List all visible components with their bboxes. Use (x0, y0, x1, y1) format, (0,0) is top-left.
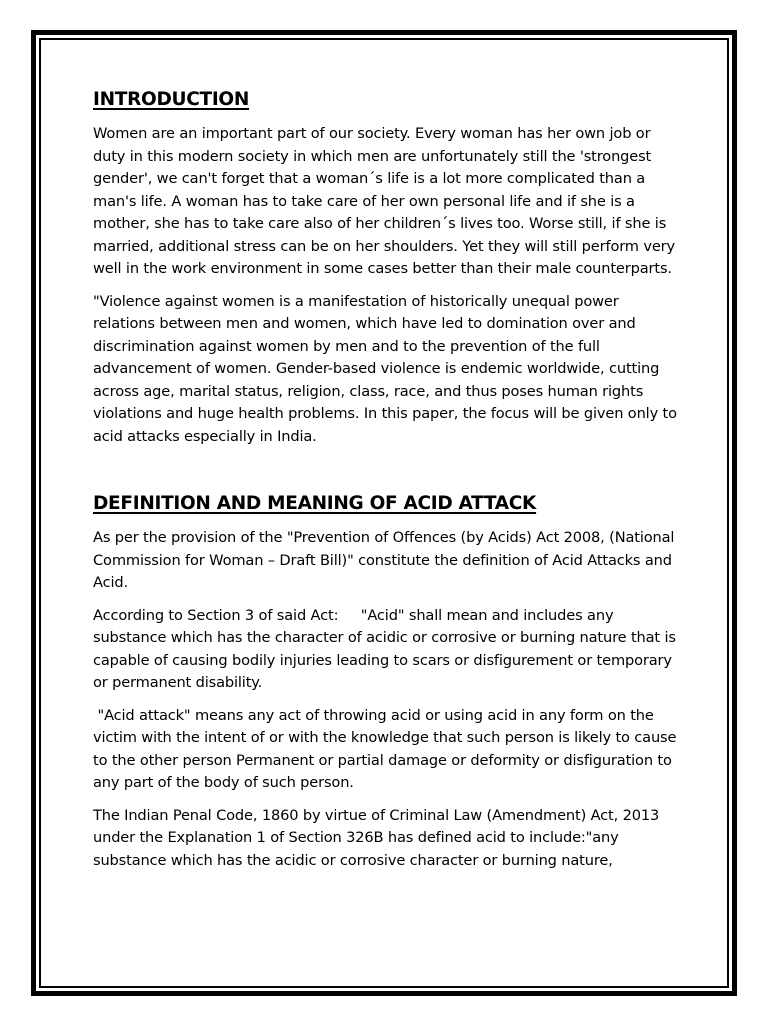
definition-heading: DEFINITION AND MEANING OF ACID ATTACK (93, 493, 537, 514)
introduction-heading: INTRODUCTION (93, 89, 250, 110)
introduction-paragraph-2: "Violence against women is a manifestation of historically unequal power relations between men and women, which have led to domination over and discrimination against women by men and to the prevention of the full advancement of women. Gender-based violence is endemic worldwide, cutting across age, marital status, religion, class, race, and thus poses human rights violations and huge health problems. In this paper, the focus will be given only to acid attacks especially in India. (93, 292, 682, 445)
definition-paragraph-1: As per the provision of the "Prevention of Offences (by Acids) Act 2008, (National Commission for Woman – Draft Bill)" constitute the definition of Acid Attacks and Acid. (93, 529, 679, 591)
document-body (93, 86, 683, 872)
definition-paragraph-4: The Indian Penal Code, 1860 by virtue of Criminal Law (Amendment) Act, 2013 under the Explanation 1 of Section 326B has defined acid to include:"any substance which has the acidic or corrosive character or burning nature, (93, 806, 664, 869)
definition-paragraph-2: According to Section 3 of said Act: "Acid" shall mean and includes any substance which has the character of acidic or corrosive or burning nature that is capable of causing bodily injuries leading to scars or disfigurement or temporary or permanent disability. (93, 606, 681, 691)
introduction-paragraph-1: Women are an important part of our society. Every woman has her own job or duty in this modern society in which men are unfortunately still the 'strongest gender', we can't forget that a woman´s life is a lot more complicated than a man's life. A woman has to take care of her own personal life and if she is a mother, she has to take care also of her children´s lives too. Worse still, if she is married, additional stress can be on her shoulders. Yet they will still perform very well in the work environment in some cases better than their male counterparts. (93, 125, 680, 277)
definition-paragraph-3: "Acid attack" means any act of throwing acid or using acid in any form on the victim with the intent of or with the knowledge that such person is likely to cause to the other person Permanent or partial damage or deformity or disfiguration to any part of the body of such person. (93, 706, 681, 791)
